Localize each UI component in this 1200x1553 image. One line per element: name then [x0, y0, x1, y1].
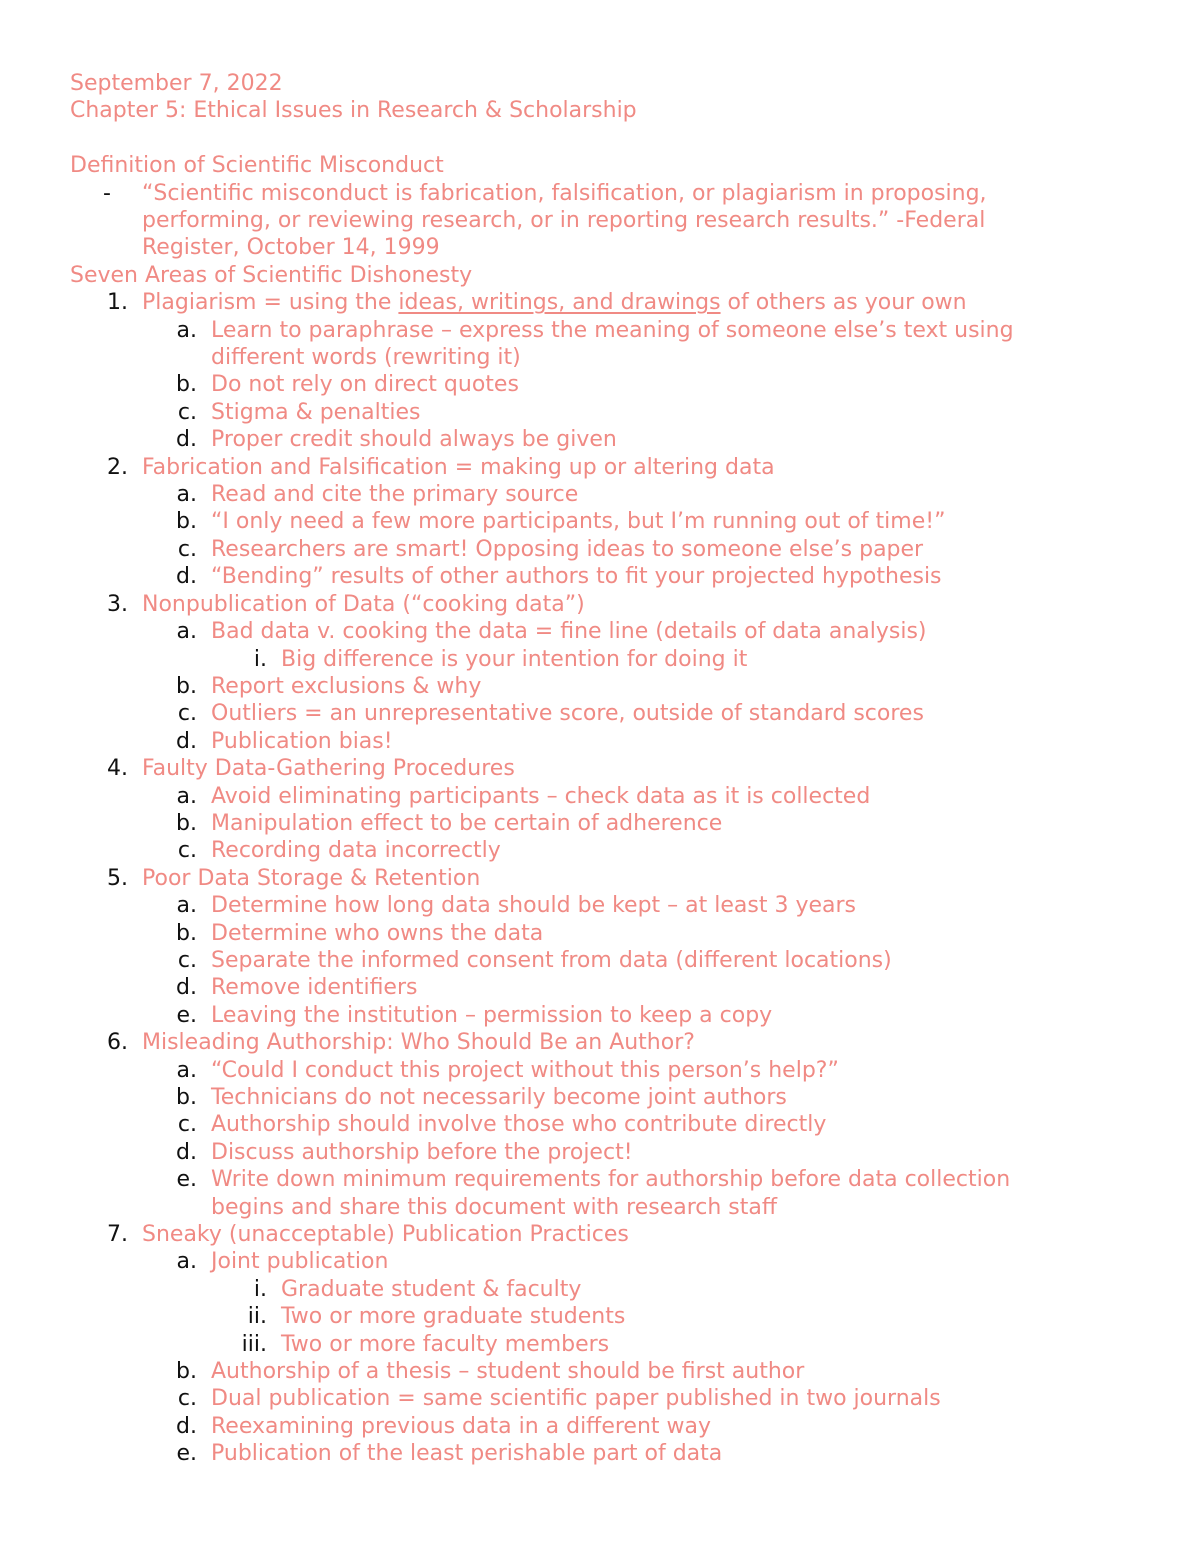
list-item-text: Reexamining previous data in a different way: [211, 1413, 712, 1439]
list-marker: b.: [176, 810, 197, 836]
list-marker: c.: [177, 838, 197, 864]
list-marker: 6.: [107, 1030, 128, 1056]
list-item-text: “I only need a few more participants, but I’m running out of time!”: [211, 509, 946, 535]
underlined-phrase: ideas, writings, and drawings: [398, 290, 721, 316]
list-item-text: Discuss authorship before the project!: [211, 1139, 633, 1165]
area-subitem: [70, 399, 1130, 426]
list-marker: e.: [176, 1441, 197, 1467]
list-item-text: Read and cite the primary source: [211, 482, 579, 508]
area-subitem: [70, 974, 1130, 1001]
area-item: [70, 1029, 1130, 1056]
area-subsubitem: [70, 1303, 1130, 1330]
list-item-text: Big difference is your intention for doing it: [281, 646, 748, 672]
list-item-text: Bad data v. cooking the data = fine line (details of data analysis): [211, 619, 927, 645]
area-subitem: [70, 371, 1130, 398]
list-marker: a.: [176, 482, 197, 508]
area-subitem: [70, 920, 1130, 947]
area-subitem: [70, 1248, 1130, 1275]
list-item-text: Faulty Data-Gathering Procedures: [142, 756, 515, 782]
area-item: [70, 755, 1130, 782]
area-subitem: [70, 1385, 1130, 1412]
area-item: [70, 454, 1130, 481]
list-marker: c.: [177, 1112, 197, 1138]
list-marker: e.: [176, 1167, 197, 1193]
definition-quote: “Scientific misconduct is fabrication, falsification, or plagiarism in proposing, performing, or reviewing research, or in reporting research results.” -Federal Register, October 14, 1999: [142, 180, 987, 261]
area-subitem: [70, 618, 1130, 645]
list-marker: a.: [176, 893, 197, 919]
area-subitem: [70, 783, 1130, 810]
area-item: [70, 591, 1130, 618]
list-marker: d.: [176, 728, 197, 754]
list-item-text: Sneaky (unacceptable) Publication Practices: [142, 1222, 629, 1248]
list-item-text: Determine who owns the data: [211, 920, 544, 946]
list-marker: 5.: [107, 865, 128, 891]
area-subitem: [70, 1440, 1130, 1467]
list-marker: a.: [176, 317, 197, 343]
list-marker: b.: [176, 1085, 197, 1111]
list-marker: 2.: [107, 454, 128, 480]
area-item: [70, 865, 1130, 892]
area-subitem: [70, 700, 1130, 727]
definition-quote-item: [70, 180, 1130, 262]
list-marker: d.: [176, 564, 197, 590]
document-page: [70, 70, 1130, 1468]
list-item-text: Determine how long data should be kept – at least 3 years: [211, 893, 857, 919]
list-marker: iii.: [241, 1331, 267, 1357]
list-item-text: Stigma & penalties: [211, 399, 421, 425]
list-item-text: Learn to paraphrase – express the meaning of someone else’s text using different words (rewriting it): [211, 317, 1014, 371]
list-marker: d.: [176, 1139, 197, 1165]
area-subitem: [70, 536, 1130, 563]
list-item-text: Publication bias!: [211, 728, 393, 754]
list-marker: b.: [176, 1359, 197, 1385]
area-subitem: [70, 810, 1130, 837]
list-marker: d.: [176, 975, 197, 1001]
areas-heading: Seven Areas of Scientific Dishonesty: [70, 262, 473, 288]
chapter-title: Chapter 5: Ethical Issues in Research & Scholarship: [70, 98, 637, 124]
area-subitem: [70, 1358, 1130, 1385]
area-subitem: [70, 426, 1130, 453]
list-marker: d.: [176, 427, 197, 453]
list-marker: a.: [176, 619, 197, 645]
list-item-text: Authorship of a thesis – student should be first author: [211, 1359, 805, 1385]
list-marker: 4.: [107, 756, 128, 782]
list-item-text: Dual publication = same scientific paper published in two journals: [211, 1386, 941, 1412]
blank-line: [70, 125, 1130, 152]
list-item-text: Graduate student & faculty: [281, 1276, 582, 1302]
area-subitem: [70, 837, 1130, 864]
area-subsubitem: [70, 646, 1130, 673]
list-marker: d.: [176, 1413, 197, 1439]
list-marker: 3.: [107, 591, 128, 617]
area-subitem: [70, 892, 1130, 919]
list-item-text: Separate the informed consent from data (different locations): [211, 947, 892, 973]
list-marker: e.: [176, 1002, 197, 1028]
area-subitem: [70, 947, 1130, 974]
list-item-text: Poor Data Storage & Retention: [142, 865, 481, 891]
list-item-text: Two or more faculty members: [281, 1331, 610, 1357]
list-marker: c.: [177, 399, 197, 425]
list-item-text: Misleading Authorship: Who Should Be an Author?: [142, 1030, 695, 1056]
definition-heading: Definition of Scientific Misconduct: [70, 153, 444, 179]
list-marker: b.: [176, 509, 197, 535]
list-marker: b.: [176, 372, 197, 398]
list-marker: b.: [176, 673, 197, 699]
area-subitem: [70, 1057, 1130, 1084]
list-marker: c.: [177, 947, 197, 973]
list-item-text: Outliers = an unrepresentative score, outside of standard scores: [211, 701, 924, 727]
list-marker: i.: [253, 646, 267, 672]
list-item-text: Publication of the least perishable part of data: [211, 1441, 723, 1467]
list-item-text: Proper credit should always be given: [211, 427, 617, 453]
bullet-dash: -: [103, 180, 111, 206]
list-item-text: Fabrication and Falsification = making up or altering data: [142, 454, 775, 480]
list-marker: a.: [176, 1249, 197, 1275]
list-item-text: Nonpublication of Data (“cooking data”): [142, 591, 585, 617]
list-marker: c.: [177, 1386, 197, 1412]
list-marker: ii.: [247, 1304, 267, 1330]
area-subitem: [70, 1111, 1130, 1138]
area-subitem: [70, 508, 1130, 535]
list-item-text: Write down minimum requirements for authorship before data collection begins and share this document with research staff: [211, 1167, 1011, 1220]
list-item-text: Plagiarism = using the ideas, writings, and drawings of others as your own: [142, 290, 967, 316]
list-item-text: Researchers are smart! Opposing ideas to someone else’s paper: [211, 536, 924, 562]
area-subsubitem: [70, 1331, 1130, 1358]
area-subitem: [70, 673, 1130, 700]
list-item-text: Joint publication: [211, 1249, 389, 1275]
list-item-text: Leaving the institution – permission to keep a copy: [211, 1002, 773, 1028]
area-subitem: [70, 563, 1130, 590]
area-subitem: [70, 317, 1130, 372]
list-item-text: Authorship should involve those who contribute directly: [211, 1112, 827, 1138]
list-marker: i.: [253, 1276, 267, 1302]
area-subitem: [70, 1139, 1130, 1166]
list-marker: c.: [177, 701, 197, 727]
area-item: [70, 1221, 1130, 1248]
list-marker: 7.: [107, 1222, 128, 1248]
areas-list: [70, 289, 1130, 1467]
list-item-text: Report exclusions & why: [211, 673, 482, 699]
area-subitem: [70, 1002, 1130, 1029]
list-item-text: Two or more graduate students: [281, 1304, 626, 1330]
list-item-text: Technicians do not necessarily become joint authors: [211, 1085, 787, 1111]
list-item-text: Do not rely on direct quotes: [211, 372, 519, 398]
list-item-text: Recording data incorrectly: [211, 838, 501, 864]
date-line: September 7, 2022: [70, 71, 283, 96]
area-subsubitem: [70, 1276, 1130, 1303]
list-item-text: “Bending” results of other authors to fit your projected hypothesis: [211, 564, 942, 590]
list-item-text: Avoid eliminating participants – check data as it is collected: [211, 783, 871, 809]
area-subitem: [70, 1413, 1130, 1440]
area-subitem: [70, 1084, 1130, 1111]
area-subitem: [70, 1166, 1130, 1221]
area-subitem: [70, 481, 1130, 508]
list-marker: c.: [177, 536, 197, 562]
list-marker: a.: [176, 1057, 197, 1083]
list-item-text: Manipulation effect to be certain of adherence: [211, 810, 723, 836]
area-subitem: [70, 728, 1130, 755]
list-marker: 1.: [107, 290, 128, 316]
list-marker: b.: [176, 920, 197, 946]
list-item-text: Remove identifiers: [211, 975, 418, 1001]
list-marker: a.: [176, 783, 197, 809]
area-item: [70, 289, 1130, 316]
list-item-text: “Could I conduct this project without this person’s help?”: [211, 1057, 839, 1083]
